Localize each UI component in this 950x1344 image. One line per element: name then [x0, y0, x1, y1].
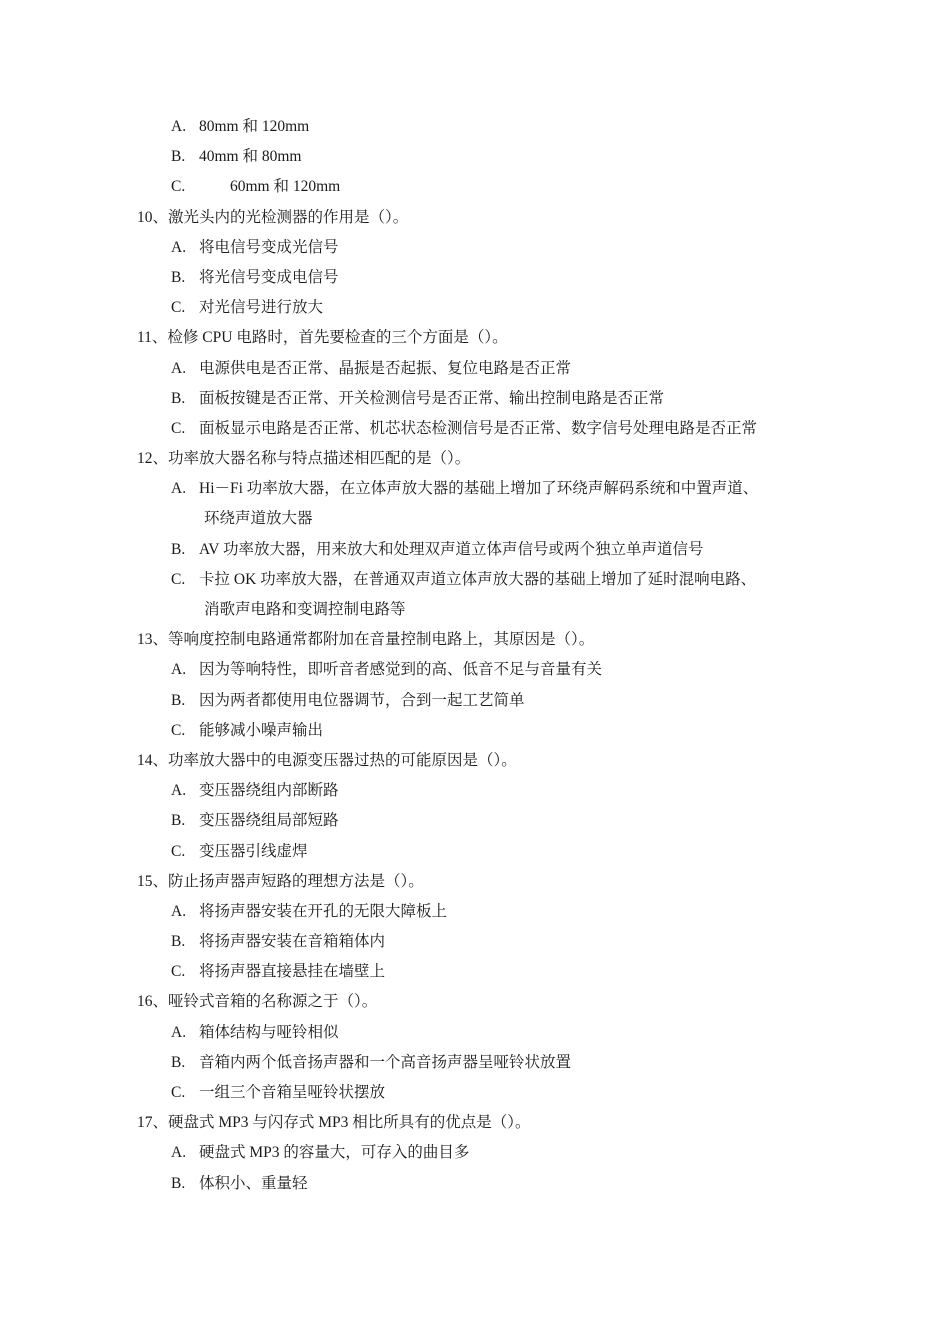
- option-letter: A.: [171, 661, 187, 679]
- option-letter: C.: [171, 1084, 186, 1101]
- option-letter: B.: [171, 389, 186, 407]
- option-line: [0, 535, 950, 565]
- question-text: 17、硬盘式 MP3 与闪存式 MP3 相比所具有的优点是（）。: [137, 1114, 531, 1132]
- option-letter: A.: [171, 238, 187, 256]
- option-letter: C.: [171, 570, 186, 588]
- option-text: 面板显示电路是否正常、机芯状态检测信号是否正常、数字信号处理电路是否正常: [199, 419, 758, 437]
- option-continuation: [0, 595, 950, 625]
- option-letter: C.: [171, 842, 186, 860]
- option-line: [0, 293, 950, 323]
- option-letter: B.: [171, 812, 186, 830]
- option-text: 变压器引线虚焊: [199, 842, 308, 860]
- option-letter: B.: [171, 1174, 186, 1192]
- option-line: [0, 263, 950, 293]
- option-line: [0, 474, 950, 504]
- option-line: [0, 927, 950, 957]
- option-line: [0, 172, 950, 202]
- option-text: 箱体结构与哑铃相似: [199, 1023, 339, 1041]
- question-text: 10、激光头内的光检测器的作用是（）。: [137, 208, 409, 226]
- option-text: 能够减小噪声输出: [199, 721, 324, 739]
- option-text: 因为等响特性，即听音者感觉到的高、低音不足与音量有关: [199, 661, 603, 679]
- option-letter: B.: [171, 540, 186, 558]
- option-text: 将扬声器安装在开孔的无限大障板上: [199, 902, 448, 920]
- option-line: [0, 897, 950, 927]
- option-line: [0, 112, 950, 142]
- question-text: 13、等响度控制电路通常都附加在音量控制电路上，其原因是（）。: [137, 631, 595, 649]
- option-letter: A.: [171, 902, 187, 920]
- option-letter: A.: [171, 480, 187, 498]
- option-line: [0, 1018, 950, 1048]
- option-text: 环绕声道放大器: [204, 510, 313, 528]
- option-letter: C.: [171, 299, 186, 317]
- option-letter: A.: [171, 1023, 187, 1041]
- option-letter: A.: [171, 1144, 187, 1162]
- option-letter: C.: [171, 419, 186, 437]
- option-letter: C.: [171, 178, 186, 196]
- option-text: 因为两者都使用电位器调节，合到一起工艺简单: [199, 691, 525, 709]
- option-line: [0, 142, 950, 172]
- option-letter: B.: [171, 691, 186, 709]
- option-letter: A.: [171, 359, 187, 377]
- option-line: [0, 354, 950, 384]
- option-line: [0, 414, 950, 444]
- option-line: [0, 655, 950, 685]
- option-line: [0, 837, 950, 867]
- question-line: [0, 1108, 950, 1138]
- option-line: [0, 384, 950, 414]
- question-text: 11、检修 CPU 电路时，首先要检查的三个方面是（）。: [137, 329, 508, 347]
- option-text: 硬盘式 MP3 的容量大，可存入的曲目多: [199, 1144, 470, 1162]
- option-line: [0, 233, 950, 263]
- option-line: [0, 716, 950, 746]
- option-continuation: [0, 504, 950, 534]
- option-line: [0, 1169, 950, 1199]
- option-letter: B.: [171, 1053, 186, 1071]
- question-text: 16、哑铃式音箱的名称源之于（）。: [137, 993, 378, 1011]
- option-text: 将扬声器安装在音箱箱体内: [199, 933, 386, 951]
- option-text: 音箱内两个低音扬声器和一个高音扬声器呈哑铃状放置: [199, 1053, 572, 1071]
- option-text: 变压器绕组局部短路: [199, 812, 339, 830]
- question-line: [0, 323, 950, 353]
- option-text: 80mm 和 120mm: [199, 118, 310, 135]
- option-line: [0, 565, 950, 595]
- option-text: 体积小、重量轻: [199, 1174, 308, 1192]
- option-line: [0, 1048, 950, 1078]
- option-line: [0, 806, 950, 836]
- document-page: [0, 112, 950, 1199]
- option-text: 将电信号变成光信号: [199, 238, 339, 256]
- question-line: [0, 987, 950, 1017]
- question-text: 15、防止扬声器声短路的理想方法是（）。: [137, 872, 424, 890]
- option-line: [0, 686, 950, 716]
- option-text: Hi－Fi 功率放大器，在立体声放大器的基础上增加了环绕声解码系统和中置声道、: [199, 480, 759, 498]
- option-text: 一组三个音箱呈哑铃状摆放: [199, 1084, 386, 1101]
- option-line: [0, 957, 950, 987]
- option-text: 电源供电是否正常、晶振是否起振、复位电路是否正常: [199, 359, 572, 377]
- option-text: 对光信号进行放大: [199, 299, 324, 317]
- question-line: [0, 625, 950, 655]
- option-line: [0, 1138, 950, 1168]
- option-letter: A.: [171, 118, 187, 135]
- option-text: 消歌声电路和变调控制电路等: [204, 601, 406, 618]
- question-line: [0, 203, 950, 233]
- option-letter: C.: [171, 963, 186, 981]
- question-line: [0, 444, 950, 474]
- option-text: AV 功率放大器，用来放大和处理双声道立体声信号或两个独立单声道信号: [199, 540, 704, 558]
- question-text: 12、功率放大器名称与特点描述相匹配的是（）。: [137, 450, 471, 468]
- option-text: 变压器绕组内部断路: [199, 782, 339, 800]
- question-line: [0, 746, 950, 776]
- question-line: [0, 867, 950, 897]
- option-letter: A.: [171, 782, 187, 800]
- option-letter: C.: [171, 721, 186, 739]
- option-letter: B.: [171, 268, 186, 286]
- option-text: 将扬声器直接悬挂在墙壁上: [199, 963, 386, 981]
- question-text: 14、功率放大器中的电源变压器过热的可能原因是（）。: [137, 751, 517, 769]
- option-letter: B.: [171, 148, 186, 166]
- option-line: [0, 776, 950, 806]
- option-text: 面板按键是否正常、开关检测信号是否正常、输出控制电路是否正常: [199, 389, 665, 407]
- option-text: 40mm 和 80mm: [199, 148, 302, 166]
- option-text: 60mm 和 120mm: [199, 178, 341, 196]
- option-text: 将光信号变成电信号: [199, 268, 339, 286]
- option-text: 卡拉 OK 功率放大器，在普通双声道立体声放大器的基础上增加了延时混响电路、: [199, 570, 757, 588]
- option-line: [0, 1078, 950, 1108]
- option-letter: B.: [171, 933, 186, 951]
